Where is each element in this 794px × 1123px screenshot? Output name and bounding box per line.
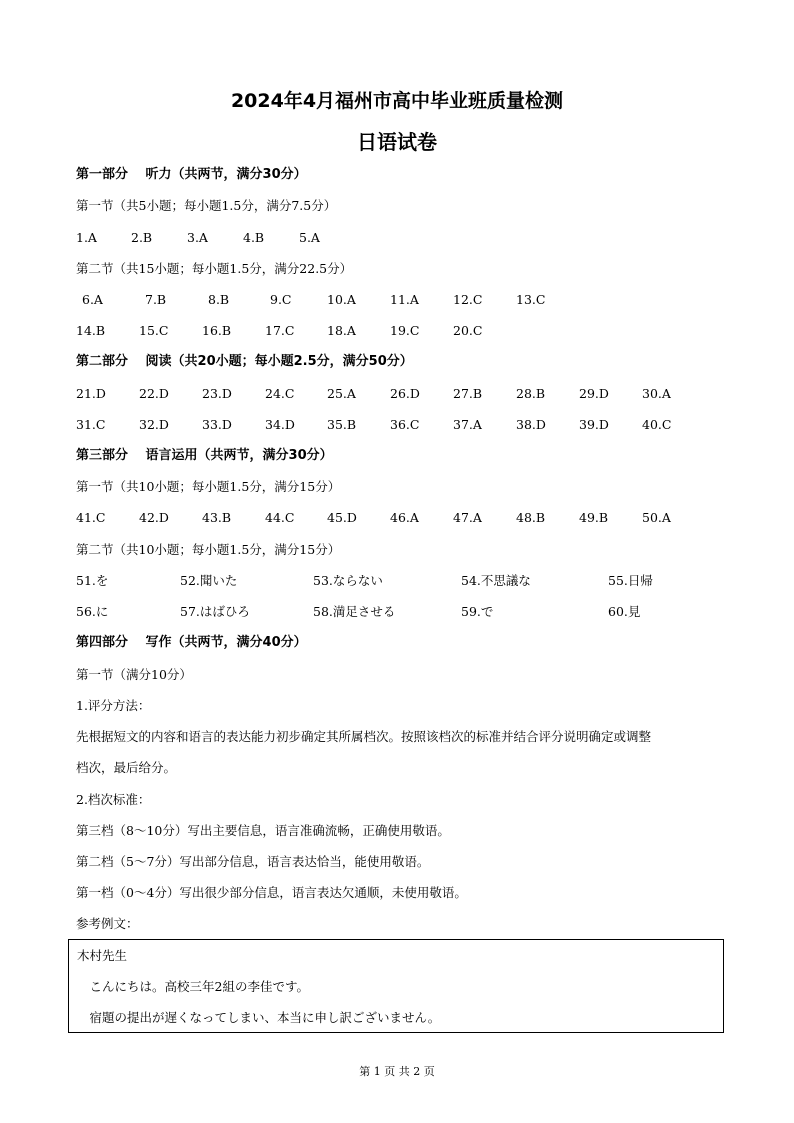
grade-2-text: 第二档（5～7分）写出部分信息，语言表达恰当，能使用敬语。 <box>76 854 430 869</box>
answer-item: 9.C <box>270 292 292 307</box>
answer-item: 46.A <box>390 510 419 525</box>
part1-section2-answers-row2 <box>0 323 794 339</box>
answer-item: 3.A <box>187 230 208 245</box>
answer-item: 59.で <box>461 604 494 619</box>
answer-item: 45.D <box>327 510 357 525</box>
answer-item: 31.C <box>76 417 106 432</box>
answer-item: 49.B <box>579 510 609 525</box>
answer-item: 19.C <box>390 323 420 338</box>
answer-item: 24.C <box>265 386 295 401</box>
answer-item: 28.B <box>516 386 546 401</box>
answer-item: 34.D <box>265 417 295 432</box>
example-line: こんにちは。高校三年2組の李佳です。 <box>77 979 309 994</box>
answer-item: 26.D <box>390 386 420 401</box>
answer-item: 15.C <box>139 323 169 338</box>
answer-item: 35.B <box>327 417 357 432</box>
part2-answers-row2 <box>0 417 794 433</box>
scoring-method-text-cont: 档次，最后给分。 <box>76 760 177 775</box>
answer-item: 21.D <box>76 386 106 401</box>
part3-section2-answers-row1 <box>0 573 794 589</box>
part4-section1-label: 第一节（满分10分） <box>76 667 192 682</box>
answer-item: 47.A <box>453 510 482 525</box>
answer-item: 39.D <box>579 417 609 432</box>
example-label: 参考例文： <box>76 916 139 931</box>
answer-item: 56.に <box>76 604 109 619</box>
answer-item: 55.日帰 <box>608 573 653 588</box>
answer-item: 20.C <box>453 323 483 338</box>
answer-item: 42.D <box>139 510 169 525</box>
answer-item: 14.B <box>76 323 106 338</box>
grade-standard-label: 2.档次标准： <box>76 792 151 807</box>
part1-section1-answers <box>0 230 794 246</box>
answer-item: 54.不思議な <box>461 573 531 588</box>
answer-item: 18.A <box>327 323 356 338</box>
answer-item: 17.C <box>265 323 295 338</box>
answer-item: 11.A <box>390 292 419 307</box>
part3-heading: 第三部分 语言运用（共两节，满分30分） <box>76 448 333 463</box>
answer-item: 41.C <box>76 510 106 525</box>
answer-item: 51.を <box>76 573 109 588</box>
answer-item: 13.C <box>516 292 546 307</box>
document-title: 2024年4月福州市高中毕业班质量检测 <box>230 90 564 112</box>
part2-heading: 第二部分 阅读（共20小题；每小题2.5分，满分50分） <box>76 354 413 369</box>
answer-item: 33.D <box>202 417 232 432</box>
grade-1-text: 第一档（0～4分）写出很少部分信息，语言表达欠通顺，未使用敬语。 <box>76 885 467 900</box>
grade-3-text: 第三档（8～10分）写出主要信息，语言准确流畅，正确使用敬语。 <box>76 823 450 838</box>
answer-item: 25.A <box>327 386 356 401</box>
answer-item: 5.A <box>299 230 320 245</box>
answer-item: 22.D <box>139 386 169 401</box>
part3-section1-label: 第一节（共10小题；每小题1.5分，满分15分） <box>76 479 341 494</box>
answer-item: 2.B <box>131 230 153 245</box>
answer-item: 52.聞いた <box>180 573 238 588</box>
answer-item: 7.B <box>145 292 167 307</box>
part1-section2-label: 第二节（共15小题；每小题1.5分，满分22.5分） <box>76 261 353 276</box>
answer-item: 30.A <box>642 386 671 401</box>
page-footer: 第 1 页 共 2 页 <box>359 1065 435 1078</box>
answer-item: 27.B <box>453 386 483 401</box>
answer-item: 48.B <box>516 510 546 525</box>
scoring-method-label: 1.评分方法： <box>76 698 151 713</box>
answer-item: 10.A <box>327 292 356 307</box>
answer-item: 43.B <box>202 510 232 525</box>
answer-item: 12.C <box>453 292 483 307</box>
answer-item: 50.A <box>642 510 671 525</box>
example-line: 宿題の提出が遅くなってしまい、本当に申し訳ございません。 <box>77 1010 441 1025</box>
document-subtitle: 日语试卷 <box>357 130 437 154</box>
example-salutation: 木村先生 <box>77 948 128 963</box>
answer-item: 36.C <box>390 417 420 432</box>
answer-item: 38.D <box>516 417 546 432</box>
part2-answers-row1 <box>0 386 794 402</box>
answer-item: 40.C <box>642 417 672 432</box>
part3-section1-answers <box>0 510 794 526</box>
scoring-method-text: 先根据短文的内容和语言的表达能力初步确定其所属档次。按照该档次的标准并结合评分说明确定或调整 <box>76 729 652 744</box>
part4-heading: 第四部分 写作（共两节，满分40分） <box>76 635 307 650</box>
answer-item: 32.D <box>139 417 169 432</box>
answer-item: 53.ならない <box>313 573 383 588</box>
answer-item: 6.A <box>82 292 103 307</box>
answer-item: 44.C <box>265 510 295 525</box>
part1-heading: 第一部分 听力（共两节，满分30分） <box>76 167 307 182</box>
answer-item: 60.見 <box>608 604 641 619</box>
example-essay-box <box>68 939 724 1033</box>
part3-section2-label: 第二节（共10小题；每小题1.5分，满分15分） <box>76 542 341 557</box>
answer-item: 4.B <box>243 230 265 245</box>
answer-item: 23.D <box>202 386 232 401</box>
answer-item: 29.D <box>579 386 609 401</box>
answer-item: 8.B <box>208 292 230 307</box>
answer-item: 1.A <box>76 230 97 245</box>
answer-item: 57.はばひろ <box>180 604 250 619</box>
answer-item: 37.A <box>453 417 482 432</box>
part3-section2-answers-row2 <box>0 604 794 620</box>
answer-item: 58.満足させる <box>313 604 396 619</box>
answer-item: 16.B <box>202 323 232 338</box>
part1-section2-answers-row1 <box>0 292 794 308</box>
part1-section1-label: 第一节（共5小题；每小题1.5分，满分7.5分） <box>76 198 337 213</box>
